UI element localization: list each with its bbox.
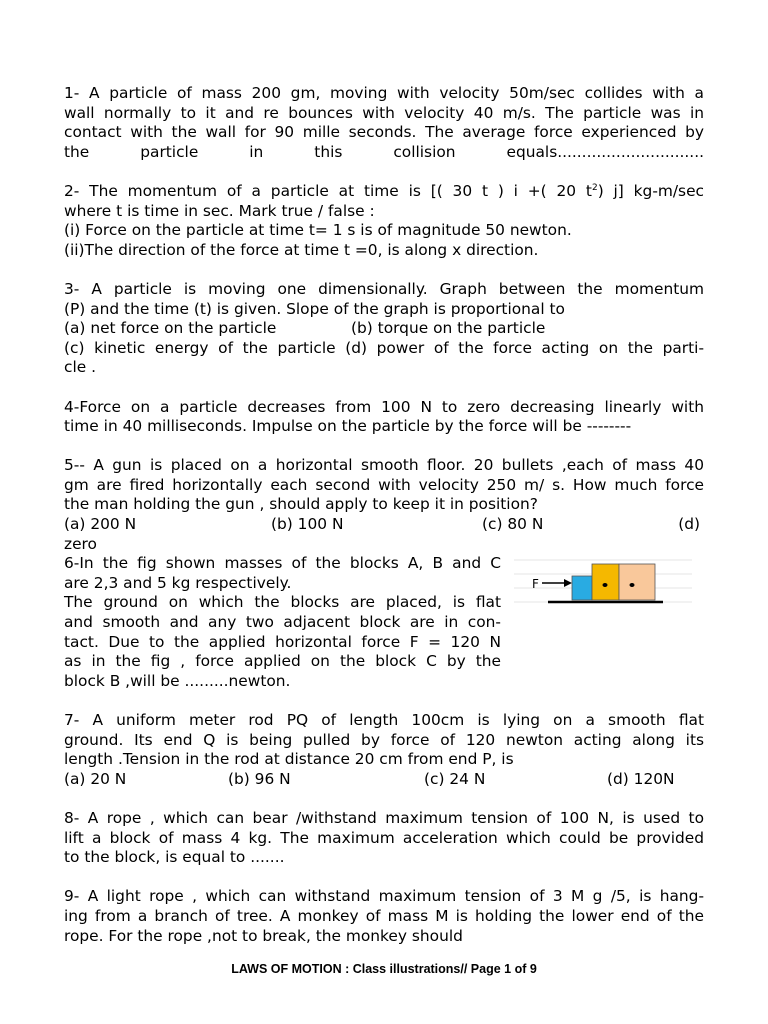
q6-line-3: The ground on which the blocks are placed, is flat <box>64 593 501 612</box>
q1-line-2: wall normally to it and re bounces with velocity 40 m/s. The particle was in <box>64 103 704 122</box>
q5-option-b: (b) 100 N <box>271 515 344 534</box>
q6-line-6: as in the fig , force applied on the block C by the <box>64 652 501 671</box>
q7-option-a: (a) 20 N <box>64 769 127 788</box>
q6-line-1: 6-In the fig shown masses of the blocks A, B and C <box>64 554 501 573</box>
q5-line-2: gm are fired horizontally each second with velocity 250 m/ s. How much force <box>64 475 704 494</box>
q3-option-c: (c) kinetic energy of the particle <box>64 338 336 357</box>
question-9 <box>64 887 704 946</box>
question-6 <box>64 554 704 691</box>
q7-option-d: (d) 120N <box>607 769 675 788</box>
q5-option-d: (d) <box>678 515 700 534</box>
q6-line-5: tact. Due to the applied horizontal force F = 120 N <box>64 632 501 651</box>
q5-line-3: the man holding the gun , should apply to keep it in position? <box>64 495 538 514</box>
force-label: F <box>532 577 539 592</box>
q8-line-2: lift a block of mass 4 kg. The maximum acceleration which could be provided <box>64 828 704 847</box>
q3-line-5: cle . <box>64 358 96 377</box>
q9-line-2: ing from a branch of tree. A monkey of mass M is holding the lower end of the <box>64 906 704 925</box>
question-5 <box>64 456 704 554</box>
q8-line-3: to the block, is equal to ....... <box>64 848 285 867</box>
q6-line-2: are 2,3 and 5 kg respectively. <box>64 573 292 592</box>
question-4 <box>64 398 704 437</box>
q2-statement-i: (i) Force on the particle at time t= 1 s is of magnitude 50 newton. <box>64 221 572 240</box>
q3-line-1: 3- A particle is moving one dimensionally. Graph between the momentum <box>64 279 704 298</box>
question-3 <box>64 280 704 378</box>
force-arrowhead <box>564 579 572 587</box>
q7-line-2: ground. Its end Q is being pulled by force of 120 newton acting along its <box>64 730 704 749</box>
q1-line-4: the particle in this collision equals.............................. <box>64 142 704 161</box>
q2-line-2: where t is time in sec. Mark true / false : <box>64 201 375 220</box>
block-c <box>619 564 655 600</box>
q5-options <box>64 515 704 535</box>
blocks-figure <box>514 558 692 624</box>
q3-option-a: (a) net force on the particle <box>64 319 277 338</box>
block-a <box>572 576 592 600</box>
block-b <box>592 564 619 600</box>
question-7 <box>64 711 704 789</box>
q5-option-a: (a) 200 N <box>64 515 137 534</box>
q7-options <box>64 770 704 790</box>
q1-line-1: 1- A particle of mass 200 gm, moving with velocity 50m/sec collides with a <box>64 84 704 102</box>
document-body <box>64 84 704 946</box>
q3-option-d: (d) power of the force acting on the parti- <box>345 338 704 357</box>
page-footer: LAWS OF MOTION : Class illustrations// Page 1 of 9 <box>231 962 537 976</box>
q9-line-3: rope. For the rope ,not to break, the monkey should <box>64 926 463 945</box>
q2-statement-ii: (ii)The direction of the force at time t =0, is along x direction. <box>64 240 539 259</box>
q7-line-1: 7- A uniform meter rod PQ of length 100cm is lying on a smooth flat <box>64 711 704 729</box>
question-1 <box>64 84 704 162</box>
q3-option-b: (b) torque on the particle <box>351 319 546 338</box>
q7-line-3: length .Tension in the rod at distance 20 cm from end P, is <box>64 750 514 769</box>
q6-line-7: block B ,will be .........newton. <box>64 671 291 690</box>
q2-superscript: 2 <box>591 182 598 193</box>
q3-line-2: (P) and the time (t) is given. Slope of the graph is proportional to <box>64 299 565 318</box>
q7-option-c: (c) 24 N <box>424 769 486 788</box>
question-2 <box>64 182 704 260</box>
q5-line-5: zero <box>64 534 97 553</box>
q7-option-b: (b) 96 N <box>228 769 291 788</box>
q6-line-4: and smooth and any two adjacent block are in con- <box>64 613 501 632</box>
q5-line-1: 5-- A gun is placed on a horizontal smooth floor. 20 bullets ,each of mass 40 <box>64 456 704 475</box>
q9-line-1: 9- A light rope , which can withstand maximum tension of 3 M g /5, is hang- <box>64 887 704 906</box>
q3-options-row-2 <box>64 339 704 359</box>
q1-line-3: contact with the wall for 90 mille seconds. The average force experienced by <box>64 123 704 142</box>
q5-option-c: (c) 80 N <box>482 515 544 534</box>
question-8 <box>64 809 704 868</box>
q8-line-1: 8- A rope , which can bear /withstand maximum tension of 100 N, is used to <box>64 808 704 827</box>
q4-line-1: 4-Force on a particle decreases from 100 N to zero decreasing linearly with <box>64 397 704 416</box>
q2-line-1: 2- The momentum of a particle at time is [( 30 t ) i +( 20 $t^2$) j] kg-m/sec <box>64 181 704 200</box>
q3-options-row-1 <box>64 319 704 339</box>
q4-line-2: time in 40 milliseconds. Impulse on the particle by the force will be -------- <box>64 417 632 436</box>
